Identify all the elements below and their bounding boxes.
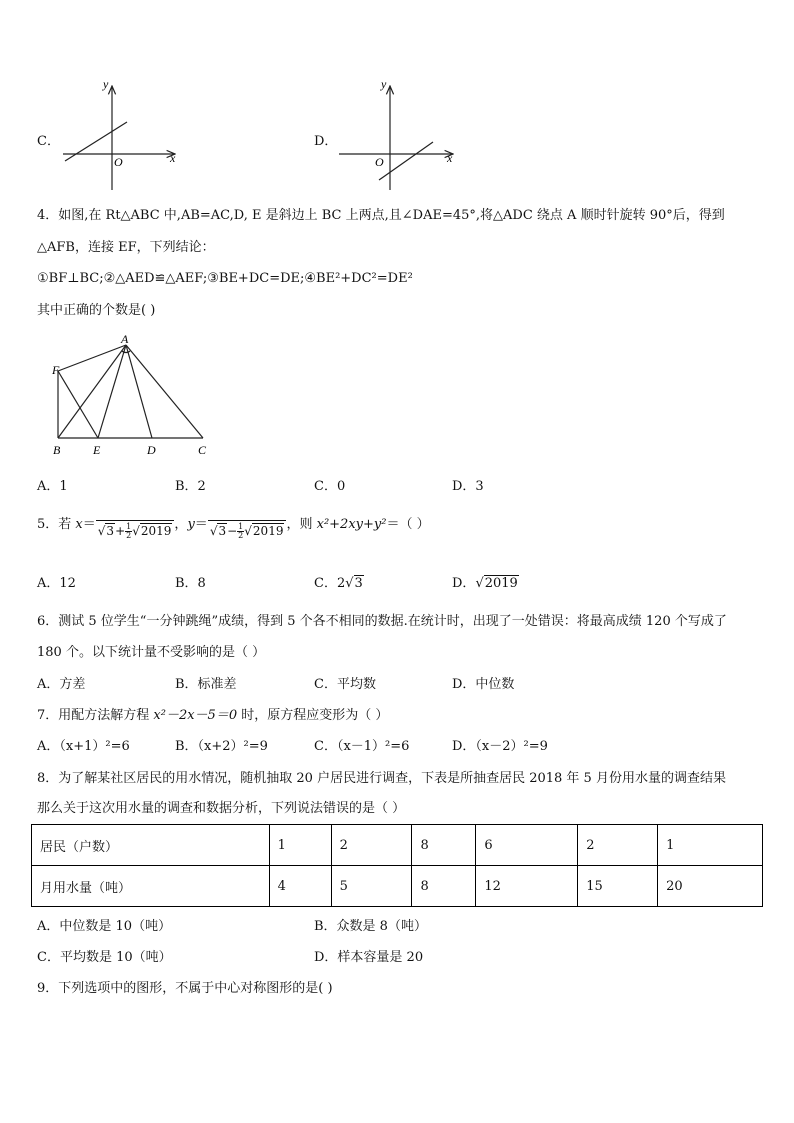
q8-option-a[interactable]: A．中位数是 10（吨） — [37, 919, 172, 934]
x-plus: + — [115, 523, 126, 538]
q5-expression: x²+2xy+y² — [316, 517, 387, 532]
q5-option-c[interactable]: C．2√3 — [314, 576, 363, 591]
q5-option-d[interactable]: D．√2019 — [452, 576, 518, 591]
q8-option-c[interactable]: C．平均数是 10（吨） — [37, 950, 172, 965]
q4-option-a[interactable]: A．1 — [37, 479, 68, 494]
table-cell: 20 — [658, 866, 763, 907]
q9-text-line1: 9．下列选项中的图形，不属于中心对称图形的是( ) — [37, 981, 333, 996]
q6-option-d[interactable]: D．中位数 — [452, 677, 515, 692]
y-den-root3: 3 — [218, 523, 227, 538]
q7-option-c[interactable]: C．（x－1）²=6 — [314, 739, 410, 754]
y-fraction: √3− $\frac{1}{2}$ √2019 — [208, 510, 287, 540]
x-den-root3: 3 — [106, 523, 115, 538]
half-den: 2 — [126, 530, 132, 540]
q5-tail-pre: ，则 — [286, 517, 317, 532]
table-row — [32, 866, 763, 907]
table-cell: 12 — [476, 866, 578, 907]
half-fraction — [237, 523, 244, 540]
q5-option-c-text: C．2 — [314, 576, 346, 591]
q7-pre: 7．用配方法解方程 — [37, 708, 154, 723]
point-f-label: F — [52, 363, 60, 377]
q6-option-b[interactable]: B．标准差 — [175, 677, 237, 692]
graph-option-d — [333, 78, 463, 193]
table-cell: 5 — [331, 866, 412, 907]
point-d-label: D — [147, 443, 156, 457]
table-row — [32, 825, 763, 866]
x-den-root2019: 2019 — [140, 523, 172, 538]
point-a-label: A — [121, 333, 129, 346]
half-num: 1 — [238, 521, 244, 531]
x-axis-label: x — [447, 151, 453, 165]
graph-option-c — [55, 78, 185, 193]
origin-label: O — [375, 155, 384, 169]
q5-text-line — [37, 508, 430, 542]
q5-option-b[interactable]: B．8 — [175, 576, 206, 591]
table-cell: 8 — [412, 866, 476, 907]
x-variable: x — [75, 517, 83, 532]
q7-equation: x²－2x－5＝0 — [153, 708, 238, 723]
equals-sign: ＝ — [194, 517, 208, 532]
q6-option-a[interactable]: A．方差 — [37, 677, 86, 692]
q5-option-d-text: D． — [452, 576, 476, 591]
q8-option-d[interactable]: D．样本容量是 20 — [314, 950, 424, 965]
q4-text-line1: 4．如图,在 Rt△ABC 中,AB=AC,D, E 是斜边上 BC 上两点,且∠DAE=45°,将△ADC 绕点 A 顺时针旋转 90°后，得到 — [37, 208, 725, 223]
x-fraction: √3+ $\frac{1}{2}$ √2019 — [96, 510, 175, 540]
water-usage-table — [31, 824, 763, 907]
q7-option-a[interactable]: A．（x+1）²=6 — [37, 739, 130, 754]
half-den: 2 — [238, 530, 244, 540]
option-d-label: D． — [314, 134, 338, 149]
y-axis-label: y — [103, 78, 109, 91]
q5-tail-post: ＝（ ） — [386, 517, 430, 532]
q7-text-line1 — [37, 707, 388, 725]
q5-option-d-root: 2019 — [484, 576, 518, 591]
half-fraction — [125, 523, 132, 540]
q4-option-c[interactable]: C．0 — [314, 479, 346, 494]
half-num: 1 — [126, 521, 132, 531]
point-b-label: B — [53, 443, 61, 457]
q4-geometry-figure — [48, 333, 218, 463]
x-axis-label: x — [170, 151, 176, 165]
q4-text-line3: ①BF⊥BC;②△AED≌△AEF;③BE+DC=DE;④BE²+DC²=DE² — [37, 271, 413, 286]
table-cell: 15 — [578, 866, 658, 907]
point-c-label: C — [198, 443, 207, 457]
origin-label: O — [114, 155, 123, 169]
y-variable: y — [187, 517, 195, 532]
q8-option-b[interactable]: B．众数是 8（吨） — [314, 919, 427, 934]
q4-option-d[interactable]: D．3 — [452, 479, 484, 494]
q8-text-line2: 那么关于这次用水量的调查和数据分析，下列说法错误的是（ ） — [37, 801, 406, 816]
q5-option-a[interactable]: A．12 — [37, 576, 76, 591]
table-cell: 4 — [269, 866, 331, 907]
option-c-label: C． — [37, 134, 60, 149]
q5-comma: ， — [174, 517, 188, 532]
q6-option-c[interactable]: C．平均数 — [314, 677, 376, 692]
q4-text-line4: 其中正确的个数是( ) — [37, 303, 156, 318]
function-line — [379, 142, 433, 180]
row-label-monthly-usage: 月用水量（吨） — [32, 866, 270, 907]
y-den-root2019: 2019 — [252, 523, 284, 538]
table-cell: 8 — [412, 825, 476, 866]
q5-option-c-root: 3 — [354, 576, 363, 591]
q7-option-b[interactable]: B．（x+2）²=9 — [175, 739, 268, 754]
q7-option-d[interactable]: D．（x－2）²=9 — [452, 739, 548, 754]
q4-text-line2: △AFB，连接 EF，下列结论： — [37, 240, 215, 255]
q4-option-b[interactable]: B．2 — [175, 479, 206, 494]
equals-sign: ＝ — [82, 517, 96, 532]
table-cell: 1 — [269, 825, 331, 866]
y-minus: − — [227, 523, 238, 538]
q6-text-line2: 180 个。以下统计量不受影响的是（ ） — [37, 645, 266, 660]
y-axis-label: y — [381, 78, 387, 91]
q7-post: 时，原方程应变形为（ ） — [237, 708, 389, 723]
table-cell: 6 — [476, 825, 578, 866]
table-cell: 2 — [578, 825, 658, 866]
table-cell: 1 — [658, 825, 763, 866]
q8-text-line1: 8．为了解某社区居民的用水情况，随机抽取 20 户居民进行调查，下表是所抽查居民 2018 年 5 月份用水量的调查结果 — [37, 771, 726, 786]
q6-text-line1: 6．测试 5 位学生“一分钟跳绳”成绩，得到 5 个各不相同的数据.在统计时，出现了一处错误：将最高成绩 120 个写成了 — [37, 614, 727, 629]
q5-prefix: 5．若 — [37, 517, 76, 532]
row-label-households: 居民（户数） — [32, 825, 270, 866]
point-e-label: E — [93, 443, 101, 457]
table-cell: 2 — [331, 825, 412, 866]
